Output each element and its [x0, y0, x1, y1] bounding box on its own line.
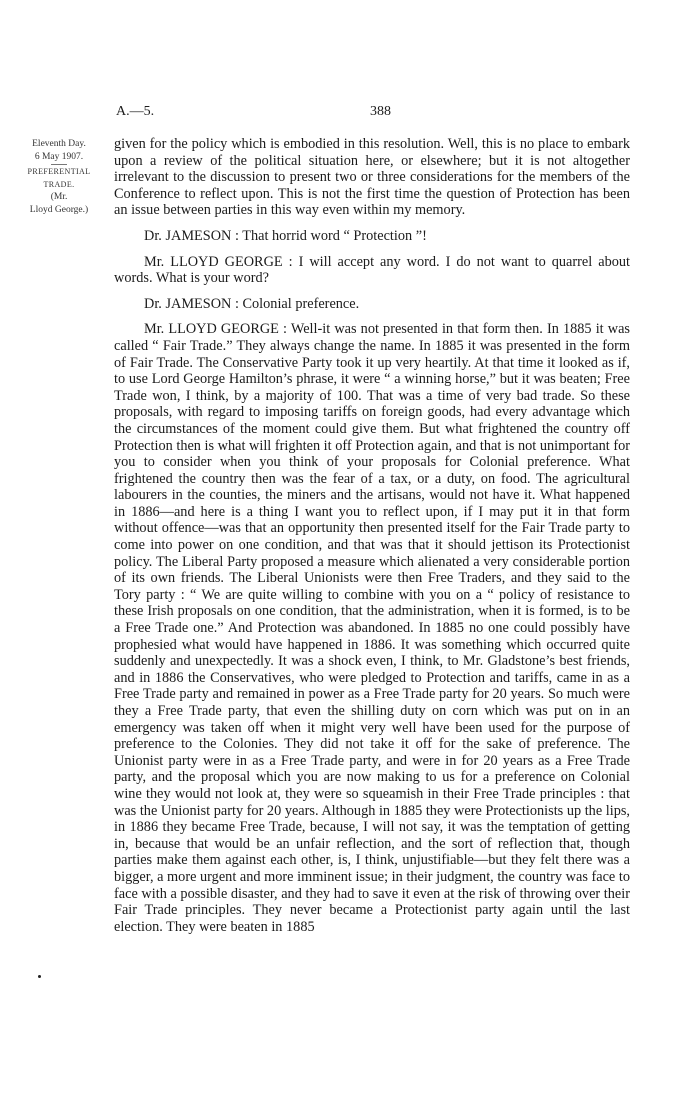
page-header — [116, 104, 630, 124]
page-number: 388 — [370, 104, 391, 119]
paragraph-lloyd-george-history: Mr. LLOYD GEORGE : Well-it was not presented in that form then. In 1885 it was called “ Fair Trade.” They always change the name. In 1885 it was presented in the form of Fair Trade. The Conservative Party took it up very heartily. At that time it looked as if, to use Lord George Hamilton’s phrase, it were “ a winning horse,” but it was beaten; Free Trade won, I think, by a majority of 100. That was a time of very bad trade. So these proposals, with regard to imposing tariffs on foreign goods, had every advantage which the circumstances of the moment could give them. But what frightened the country off Protection then is what will frighten it off Protection again, and that is not unimportant for you to consider when you think of your proposals for Colonial preference. What frightened the country then was the fear of a tax, or a duty, on food. The agricultural labourers in the counties, the miners and the artisans, would not have it. What happened in 1886—and here is a thing I want you to reflect upon, if I may put it in that form without offence—was that an opportunity then presented itself for the Fair Trade party to come into power on one condition, and that was that it should jettison its Protectionist policy. The Liberal Party proposed a measure which alienated a very considerable portion of its own friends. The Liberal Unionists were then Free Traders, and they said to the Tory party : “ We are quite willing to combine with you on a “ policy of resistance to these Irish proposals on one condition, that the administration, when it is formed, is to be a Free Trade one.” And Protection was abandoned. In 1885 no one could possibly have prophesied what would have happened in 1886. It was something which occurred quite suddenly and unexpectedly. It was a shock even, I think, to Mr. Gladstone’s best friends, and in 1886 the Conservatives, who were pledged to Protection and tariffs, came in as a Free Trade party and remained in power as a Free Trade party for 20 years. So much were they a Free Trade party, that even the shilling duty on corn which was put on in an emergency was taken off when it might very well have been used for the purpose of preference to the Colonies. They did not take it off for the sake of preference. The Unionist party were in as a Free Trade party, and were in for 20 years as a Free Trade party, and the proposal which you are now making to us for a preference on Colonial wine they would not look at, they were so squeamish in their Free Trade principles : that was the Unionist party for 20 years. Although in 1885 they were Protectionists up the lips, in 1886 they became Free Trade, because, I will not say, it was the temptation of getting in, because that would be an unfair reflection, and the sort of reflection that, though parties make them against each other, is, I think, unjustifiable—but they felt there was a bigger, a more urgent and more imminent issue; in their judgment, the country was face to face with a possible disaster, and they had to save it even at the risk of throwing over their Fair Trade principles. They never became a Protectionist party again until the last election. They were beaten in 1885 — [114, 321, 630, 935]
paragraph-jameson-protection: Dr. JAMESON : That horrid word “ Protection ”! — [144, 227, 427, 244]
body-text — [114, 136, 630, 935]
margin-speaker-line2: Lloyd George.) — [29, 204, 89, 215]
page-reference: A.—5. — [116, 104, 155, 119]
margin-speaker-line1: (Mr. — [50, 192, 68, 202]
paragraph-continuation: given for the policy which is embodied in this resolution. Well, this is no place to embark upon a review of the political situation here, or elsewhere; but it is not altogether irrelevant to the discussion to present two or three considerations for the members of the Conference to reflect upon. This is not the first time the question of Protection has been an issue between parties in this way even within my memory. — [114, 136, 630, 219]
paragraph-lloyd-george-word: Mr. LLOYD GEORGE : I will accept any word. I do not want to quarrel about words. What is your word? — [114, 253, 630, 287]
paragraph-jameson-preference: Dr. JAMESON : Colonial preference. — [144, 295, 360, 312]
margin-topic-line2: TRADE. — [43, 179, 75, 189]
margin-date-line2: 6 May 1907. — [34, 151, 84, 162]
margin-rule — [51, 164, 67, 165]
margin-date-line1: Eleventh Day. — [32, 139, 86, 149]
margin-topic-line1: PREFERENTIAL — [27, 167, 91, 176]
margin-note — [14, 138, 104, 216]
margin-dot — [38, 975, 41, 978]
